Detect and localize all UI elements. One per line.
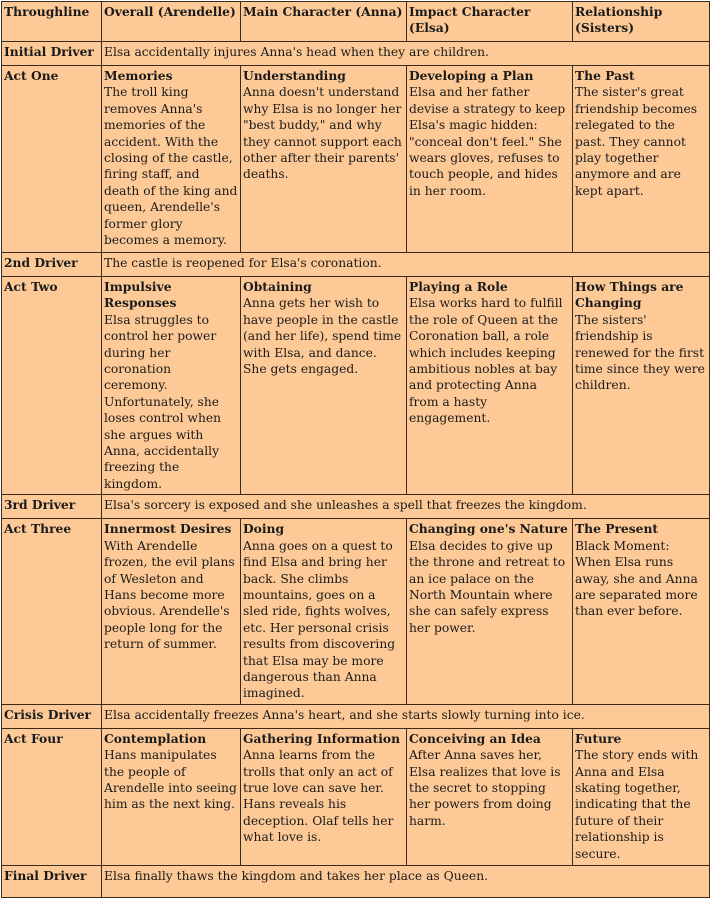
driver-text: Elsa finally thaws the kingdom and takes her place as Queen.	[102, 865, 710, 897]
act-cell-main-character: Obtaining Anna gets her wish to have people in the castle (and her life), spend time with Elsa, and dance. She gets engaged.	[241, 277, 407, 495]
act-cell-overall: Impulsive Responses Elsa struggles to control her power during her coronation ceremony. Unfortunately, she loses control when she argues with Anna, accidentally freezing the kingdom.	[102, 277, 241, 495]
act-cell-main-character: Gathering Information Anna learns from the trolls that only an act of true love can save her. Hans reveals his deception. Olaf tells her what love is.	[241, 728, 407, 865]
act-label: Act Four	[2, 728, 102, 865]
act-cell-impact-character: Changing one's Nature Elsa decides to give up the throne and retreat to an ice palace on the North Mountain where she can safely express her power.	[407, 519, 573, 704]
act-cell-relationship: How Things are Changing The sisters' friendship is renewed for the first time since they were children.	[573, 277, 710, 495]
act-row	[2, 519, 710, 704]
driver-label: 2nd Driver	[2, 253, 102, 277]
driver-text: Elsa's sorcery is exposed and she unleashes a spell that freezes the kingdom.	[102, 495, 710, 519]
driver-text: Elsa accidentally injures Anna's head when they are children.	[102, 42, 710, 66]
act-cell-overall: Innermost Desires With Arendelle frozen, the evil plans of Wesleton and Hans become more obvious. Arendelle's people long for the return of summer.	[102, 519, 241, 704]
act-label: Act Three	[2, 519, 102, 704]
act-cell-overall: Memories The troll king removes Anna's memories of the accident. With the closing of the castle, firing staff, and death of the king and queen, Arendelle's former glory becomes a memory.	[102, 66, 241, 253]
driver-label: 3rd Driver	[2, 495, 102, 519]
act-cell-relationship: The Present Black Moment: When Elsa runs away, she and Anna are separated more than ever before.	[573, 519, 710, 704]
header-throughline: Throughline	[2, 2, 102, 42]
act-row	[2, 66, 710, 253]
act-cell-relationship: Future The story ends with Anna and Elsa skating together, indicating that the future of their relationship is secure.	[573, 728, 710, 865]
act-label: Act Two	[2, 277, 102, 495]
act-cell-main-character: Understanding Anna doesn't understand why Elsa is no longer her "best buddy," and why they cannot support each other after their parents' deaths.	[241, 66, 407, 253]
driver-label: Initial Driver	[2, 42, 102, 66]
driver-row	[2, 495, 710, 519]
throughline-table	[1, 1, 710, 898]
driver-text: Elsa accidentally freezes Anna's heart, and she starts slowly turning into ice.	[102, 704, 710, 728]
act-cell-impact-character: Developing a Plan Elsa and her father devise a strategy to keep Elsa's magic hidden: "conceal don't feel." She wears gloves, refuses to touch people, and hides in her room.	[407, 66, 573, 253]
header-relationship: Relationship (Sisters)	[573, 2, 710, 42]
header-overall: Overall (Arendelle)	[102, 2, 241, 42]
act-cell-overall: Contemplation Hans manipulates the people of Arendelle into seeing him as the next king.	[102, 728, 241, 865]
driver-row	[2, 253, 710, 277]
driver-label: Crisis Driver	[2, 704, 102, 728]
driver-row	[2, 865, 710, 897]
driver-text: The castle is reopened for Elsa's coronation.	[102, 253, 710, 277]
act-label: Act One	[2, 66, 102, 253]
act-cell-impact-character: Playing a Role Elsa works hard to fulfill the role of Queen at the Coronation ball, a role which includes keeping ambitious nobles at bay and protecting Anna from a hasty engagement.	[407, 277, 573, 495]
act-row	[2, 277, 710, 495]
driver-row	[2, 704, 710, 728]
header-row	[2, 2, 710, 42]
act-cell-main-character: Doing Anna goes on a quest to find Elsa and bring her back. She climbs mountains, goes on a sled ride, fights wolves, etc. Her personal crisis results from discovering that Elsa may be more dangerous than Anna imagined.	[241, 519, 407, 704]
header-main-character: Main Character (Anna)	[241, 2, 407, 42]
header-impact-character: Impact Character (Elsa)	[407, 2, 573, 42]
driver-row	[2, 42, 710, 66]
act-row	[2, 728, 710, 865]
act-cell-relationship: The Past The sister's great friendship becomes relegated to the past. They cannot play together anymore and are kept apart.	[573, 66, 710, 253]
act-cell-impact-character: Conceiving an Idea After Anna saves her, Elsa realizes that love is the secret to stopping her powers from doing harm.	[407, 728, 573, 865]
driver-label: Final Driver	[2, 865, 102, 897]
